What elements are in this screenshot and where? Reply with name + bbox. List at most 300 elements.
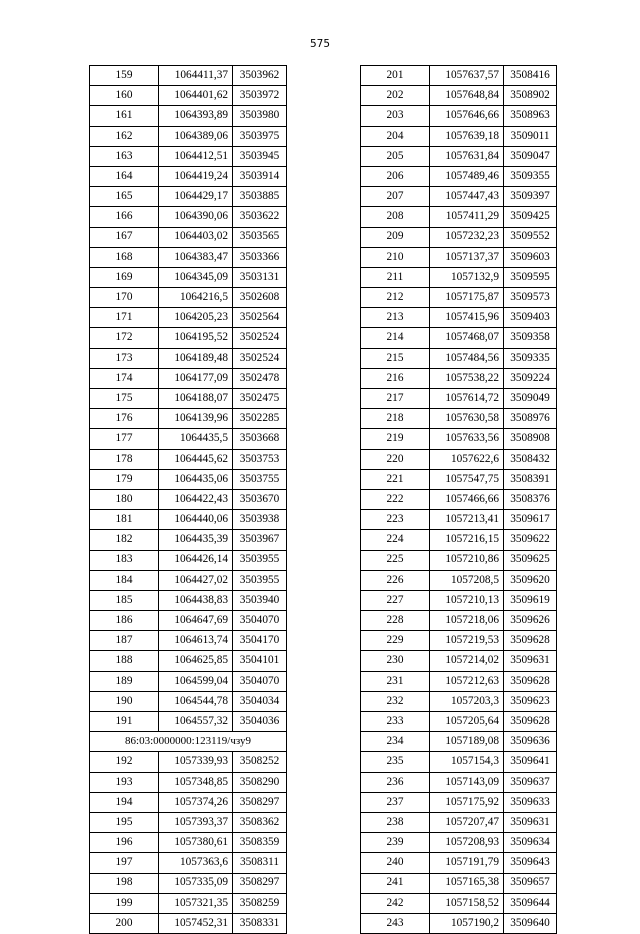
x-coordinate: 1064445,62 [159, 449, 233, 469]
point-number: 222 [361, 489, 430, 509]
table-row [90, 227, 287, 247]
x-coordinate: 1057614,72 [430, 389, 504, 409]
y-coordinate: 3509643 [504, 853, 557, 873]
y-coordinate: 3509047 [504, 146, 557, 166]
point-number: 233 [361, 712, 430, 732]
table-row [361, 772, 557, 792]
x-coordinate: 1064435,06 [159, 469, 233, 489]
y-coordinate: 3503753 [233, 449, 287, 469]
y-coordinate: 3509622 [504, 530, 557, 550]
y-coordinate: 3509224 [504, 368, 557, 388]
table-row [90, 792, 287, 812]
y-coordinate: 3509644 [504, 893, 557, 913]
x-coordinate: 1057213,41 [430, 510, 504, 530]
table-row [361, 126, 557, 146]
x-coordinate: 1057191,79 [430, 853, 504, 873]
point-number: 179 [90, 469, 159, 489]
x-coordinate: 1057207,47 [430, 812, 504, 832]
point-number: 180 [90, 489, 159, 509]
x-coordinate: 1057452,31 [159, 913, 233, 933]
y-coordinate: 3509552 [504, 227, 557, 247]
x-coordinate: 1057466,66 [430, 489, 504, 509]
y-coordinate: 3508416 [504, 66, 557, 86]
table-row [361, 510, 557, 530]
y-coordinate: 3503975 [233, 126, 287, 146]
table-row [90, 772, 287, 792]
y-coordinate: 3509633 [504, 792, 557, 812]
point-number: 167 [90, 227, 159, 247]
y-coordinate: 3508976 [504, 409, 557, 429]
point-number: 195 [90, 812, 159, 832]
y-coordinate: 3504034 [233, 691, 287, 711]
point-number: 185 [90, 590, 159, 610]
table-row [361, 530, 557, 550]
table-row [90, 368, 287, 388]
y-coordinate: 3509335 [504, 348, 557, 368]
x-coordinate: 1057175,92 [430, 792, 504, 812]
x-coordinate: 1057175,87 [430, 288, 504, 308]
table-row [90, 86, 287, 106]
y-coordinate: 3503622 [233, 207, 287, 227]
point-number: 163 [90, 146, 159, 166]
y-coordinate: 3503670 [233, 489, 287, 509]
x-coordinate: 1064188,07 [159, 389, 233, 409]
x-coordinate: 1057212,63 [430, 671, 504, 691]
x-coordinate: 1057447,43 [430, 187, 504, 207]
y-coordinate: 3502608 [233, 288, 287, 308]
y-coordinate: 3509619 [504, 590, 557, 610]
y-coordinate: 3509657 [504, 873, 557, 893]
point-number: 178 [90, 449, 159, 469]
y-coordinate: 3508963 [504, 106, 557, 126]
y-coordinate: 3509603 [504, 247, 557, 267]
table-row [90, 611, 287, 631]
table-row [361, 732, 557, 752]
y-coordinate: 3502475 [233, 389, 287, 409]
y-coordinate: 3503668 [233, 429, 287, 449]
point-number: 201 [361, 66, 430, 86]
x-coordinate: 1057415,96 [430, 308, 504, 328]
x-coordinate: 1057218,06 [430, 611, 504, 631]
y-coordinate: 3509425 [504, 207, 557, 227]
point-number: 229 [361, 631, 430, 651]
x-coordinate: 1064390,06 [159, 207, 233, 227]
table-row [90, 510, 287, 530]
point-number: 228 [361, 611, 430, 631]
point-number: 216 [361, 368, 430, 388]
x-coordinate: 1064419,24 [159, 166, 233, 186]
y-coordinate: 3509573 [504, 288, 557, 308]
point-number: 200 [90, 913, 159, 933]
point-number: 206 [361, 166, 430, 186]
table-row [90, 671, 287, 691]
table-row [90, 893, 287, 913]
table-row [361, 792, 557, 812]
x-coordinate: 1057630,58 [430, 409, 504, 429]
x-coordinate: 1057622,6 [430, 449, 504, 469]
x-coordinate: 1064411,37 [159, 66, 233, 86]
x-coordinate: 1057203,3 [430, 691, 504, 711]
point-number: 225 [361, 550, 430, 570]
point-number: 238 [361, 812, 430, 832]
point-number: 236 [361, 772, 430, 792]
point-number: 172 [90, 328, 159, 348]
y-coordinate: 3503940 [233, 590, 287, 610]
table-row [90, 651, 287, 671]
x-coordinate: 1057132,9 [430, 267, 504, 287]
x-coordinate: 1064345,09 [159, 267, 233, 287]
y-coordinate: 3508902 [504, 86, 557, 106]
y-coordinate: 3509628 [504, 631, 557, 651]
coordinates-table-right [360, 65, 557, 934]
x-coordinate: 1057154,3 [430, 752, 504, 772]
y-coordinate: 3509628 [504, 671, 557, 691]
x-coordinate: 1057339,93 [159, 752, 233, 772]
table-row [90, 489, 287, 509]
point-number: 197 [90, 853, 159, 873]
y-coordinate: 3509011 [504, 126, 557, 146]
x-coordinate: 1057468,07 [430, 328, 504, 348]
point-number: 160 [90, 86, 159, 106]
y-coordinate: 3509631 [504, 651, 557, 671]
point-number: 169 [90, 267, 159, 287]
table-row [90, 631, 287, 651]
table-row [361, 489, 557, 509]
table-row [361, 671, 557, 691]
x-coordinate: 1064177,09 [159, 368, 233, 388]
x-coordinate: 1057538,22 [430, 368, 504, 388]
y-coordinate: 3509617 [504, 510, 557, 530]
x-coordinate: 1057190,2 [430, 913, 504, 933]
x-coordinate: 1057143,09 [430, 772, 504, 792]
table-row [361, 368, 557, 388]
table-row [90, 288, 287, 308]
x-coordinate: 1064393,89 [159, 106, 233, 126]
x-coordinate: 1064216,5 [159, 288, 233, 308]
y-coordinate: 3503914 [233, 166, 287, 186]
point-number: 162 [90, 126, 159, 146]
point-number: 182 [90, 530, 159, 550]
table-row [361, 389, 557, 409]
x-coordinate: 1064435,5 [159, 429, 233, 449]
point-number: 193 [90, 772, 159, 792]
y-coordinate: 3508311 [233, 853, 287, 873]
point-number: 219 [361, 429, 430, 449]
x-coordinate: 1057214,02 [430, 651, 504, 671]
table-row [361, 207, 557, 227]
x-coordinate: 1064438,83 [159, 590, 233, 610]
point-number: 202 [361, 86, 430, 106]
y-coordinate: 3502564 [233, 308, 287, 328]
table-row [90, 207, 287, 227]
point-number: 217 [361, 389, 430, 409]
point-number: 221 [361, 469, 430, 489]
table-row [361, 913, 557, 933]
table-row [90, 106, 287, 126]
point-number: 230 [361, 651, 430, 671]
table-row [90, 247, 287, 267]
y-coordinate: 3503885 [233, 187, 287, 207]
x-coordinate: 1057232,23 [430, 227, 504, 247]
x-coordinate: 1057363,6 [159, 853, 233, 873]
point-number: 199 [90, 893, 159, 913]
x-coordinate: 1057216,15 [430, 530, 504, 550]
table-row [90, 308, 287, 328]
x-coordinate: 1057348,85 [159, 772, 233, 792]
x-coordinate: 1057205,64 [430, 712, 504, 732]
point-number: 192 [90, 752, 159, 772]
table-row [361, 308, 557, 328]
y-coordinate: 3503972 [233, 86, 287, 106]
x-coordinate: 1057484,56 [430, 348, 504, 368]
y-coordinate: 3503565 [233, 227, 287, 247]
y-coordinate: 3509358 [504, 328, 557, 348]
y-coordinate: 3502524 [233, 328, 287, 348]
table-row [90, 752, 287, 772]
point-number: 210 [361, 247, 430, 267]
y-coordinate: 3508376 [504, 489, 557, 509]
x-coordinate: 1057210,13 [430, 590, 504, 610]
y-coordinate: 3503366 [233, 247, 287, 267]
y-coordinate: 3509634 [504, 833, 557, 853]
y-coordinate: 3504036 [233, 712, 287, 732]
coordinates-table-left [89, 65, 287, 934]
y-coordinate: 3503967 [233, 530, 287, 550]
table-row [361, 106, 557, 126]
point-number: 224 [361, 530, 430, 550]
point-number: 189 [90, 671, 159, 691]
point-number: 168 [90, 247, 159, 267]
x-coordinate: 1057165,38 [430, 873, 504, 893]
x-coordinate: 1057631,84 [430, 146, 504, 166]
point-number: 237 [361, 792, 430, 812]
table-row [90, 812, 287, 832]
point-number: 203 [361, 106, 430, 126]
point-number: 226 [361, 570, 430, 590]
x-coordinate: 1057411,29 [430, 207, 504, 227]
point-number: 186 [90, 611, 159, 631]
point-number: 240 [361, 853, 430, 873]
table-row [361, 712, 557, 732]
point-number: 242 [361, 893, 430, 913]
table-row [361, 66, 557, 86]
table-row [90, 146, 287, 166]
point-number: 211 [361, 267, 430, 287]
point-number: 209 [361, 227, 430, 247]
x-coordinate: 1057210,86 [430, 550, 504, 570]
point-number: 176 [90, 409, 159, 429]
point-number: 231 [361, 671, 430, 691]
y-coordinate: 3509625 [504, 550, 557, 570]
x-coordinate: 1057189,08 [430, 732, 504, 752]
y-coordinate: 3502524 [233, 348, 287, 368]
y-coordinate: 3509637 [504, 772, 557, 792]
y-coordinate: 3509595 [504, 267, 557, 287]
point-number: 213 [361, 308, 430, 328]
table-row [361, 409, 557, 429]
table-row [90, 530, 287, 550]
table-row [361, 833, 557, 853]
table-row [90, 126, 287, 146]
point-number: 205 [361, 146, 430, 166]
table-row [90, 187, 287, 207]
y-coordinate: 3504070 [233, 671, 287, 691]
point-number: 183 [90, 550, 159, 570]
table-row [361, 590, 557, 610]
x-coordinate: 1057219,53 [430, 631, 504, 651]
parcel-separator-row [90, 732, 287, 752]
x-coordinate: 1064383,47 [159, 247, 233, 267]
point-number: 198 [90, 873, 159, 893]
table-row [90, 328, 287, 348]
table-row [361, 812, 557, 832]
x-coordinate: 1064599,04 [159, 671, 233, 691]
table-row [361, 247, 557, 267]
table-row [361, 288, 557, 308]
y-coordinate: 3508432 [504, 449, 557, 469]
x-coordinate: 1057639,18 [430, 126, 504, 146]
table-row [361, 611, 557, 631]
point-number: 188 [90, 651, 159, 671]
x-coordinate: 1064427,02 [159, 570, 233, 590]
x-coordinate: 1064426,14 [159, 550, 233, 570]
page-number: 575 [309, 38, 331, 50]
x-coordinate: 1064195,52 [159, 328, 233, 348]
y-coordinate: 3509049 [504, 389, 557, 409]
y-coordinate: 3503955 [233, 570, 287, 590]
table-row [90, 267, 287, 287]
x-coordinate: 1057646,66 [430, 106, 504, 126]
x-coordinate: 1064440,06 [159, 510, 233, 530]
point-number: 161 [90, 106, 159, 126]
y-coordinate: 3509397 [504, 187, 557, 207]
table-row [361, 267, 557, 287]
x-coordinate: 1064412,51 [159, 146, 233, 166]
table-row [361, 146, 557, 166]
x-coordinate: 1057158,52 [430, 893, 504, 913]
table-row [90, 570, 287, 590]
y-coordinate: 3503755 [233, 469, 287, 489]
table-row [361, 166, 557, 186]
y-coordinate: 3509403 [504, 308, 557, 328]
x-coordinate: 1064613,74 [159, 631, 233, 651]
y-coordinate: 3509636 [504, 732, 557, 752]
y-coordinate: 3508908 [504, 429, 557, 449]
point-number: 184 [90, 570, 159, 590]
x-coordinate: 1057208,93 [430, 833, 504, 853]
y-coordinate: 3503131 [233, 267, 287, 287]
parcel-cadastral-number: 86:03:0000000:123119/чзу9 [90, 732, 287, 752]
table-row [361, 752, 557, 772]
point-number: 175 [90, 389, 159, 409]
point-number: 190 [90, 691, 159, 711]
point-number: 208 [361, 207, 430, 227]
table-row [90, 449, 287, 469]
y-coordinate: 3508362 [233, 812, 287, 832]
table-row [90, 873, 287, 893]
x-coordinate: 1057489,46 [430, 166, 504, 186]
table-row [90, 913, 287, 933]
x-coordinate: 1057380,61 [159, 833, 233, 853]
point-number: 204 [361, 126, 430, 146]
table-row [90, 389, 287, 409]
y-coordinate: 3509626 [504, 611, 557, 631]
y-coordinate: 3508331 [233, 913, 287, 933]
x-coordinate: 1064429,17 [159, 187, 233, 207]
table-row [90, 712, 287, 732]
x-coordinate: 1057633,56 [430, 429, 504, 449]
table-row [90, 166, 287, 186]
y-coordinate: 3508252 [233, 752, 287, 772]
y-coordinate: 3504170 [233, 631, 287, 651]
point-number: 166 [90, 207, 159, 227]
point-number: 243 [361, 913, 430, 933]
y-coordinate: 3504070 [233, 611, 287, 631]
x-coordinate: 1064189,48 [159, 348, 233, 368]
point-number: 165 [90, 187, 159, 207]
x-coordinate: 1064401,62 [159, 86, 233, 106]
x-coordinate: 1064422,43 [159, 489, 233, 509]
x-coordinate: 1057393,37 [159, 812, 233, 832]
table-row [361, 469, 557, 489]
table-row [361, 873, 557, 893]
x-coordinate: 1064625,85 [159, 651, 233, 671]
table-row [90, 409, 287, 429]
y-coordinate: 3503945 [233, 146, 287, 166]
point-number: 232 [361, 691, 430, 711]
table-row [90, 853, 287, 873]
table-row [361, 893, 557, 913]
table-row [361, 348, 557, 368]
point-number: 196 [90, 833, 159, 853]
x-coordinate: 1064389,06 [159, 126, 233, 146]
table-row [90, 691, 287, 711]
point-number: 164 [90, 166, 159, 186]
point-number: 215 [361, 348, 430, 368]
table-row [90, 348, 287, 368]
point-number: 181 [90, 510, 159, 530]
x-coordinate: 1064139,96 [159, 409, 233, 429]
table-row [361, 187, 557, 207]
y-coordinate: 3502478 [233, 368, 287, 388]
point-number: 214 [361, 328, 430, 348]
point-number: 194 [90, 792, 159, 812]
x-coordinate: 1057208,5 [430, 570, 504, 590]
y-coordinate: 3504101 [233, 651, 287, 671]
x-coordinate: 1057335,09 [159, 873, 233, 893]
x-coordinate: 1064403,02 [159, 227, 233, 247]
y-coordinate: 3508359 [233, 833, 287, 853]
x-coordinate: 1064435,39 [159, 530, 233, 550]
y-coordinate: 3508259 [233, 893, 287, 913]
y-coordinate: 3503955 [233, 550, 287, 570]
table-row [361, 449, 557, 469]
point-number: 173 [90, 348, 159, 368]
x-coordinate: 1057637,57 [430, 66, 504, 86]
point-number: 235 [361, 752, 430, 772]
y-coordinate: 3509620 [504, 570, 557, 590]
table-row [90, 429, 287, 449]
y-coordinate: 3509641 [504, 752, 557, 772]
y-coordinate: 3509631 [504, 812, 557, 832]
table-row [361, 429, 557, 449]
y-coordinate: 3509623 [504, 691, 557, 711]
table-row [361, 550, 557, 570]
y-coordinate: 3508290 [233, 772, 287, 792]
y-coordinate: 3503938 [233, 510, 287, 530]
point-number: 220 [361, 449, 430, 469]
point-number: 177 [90, 429, 159, 449]
